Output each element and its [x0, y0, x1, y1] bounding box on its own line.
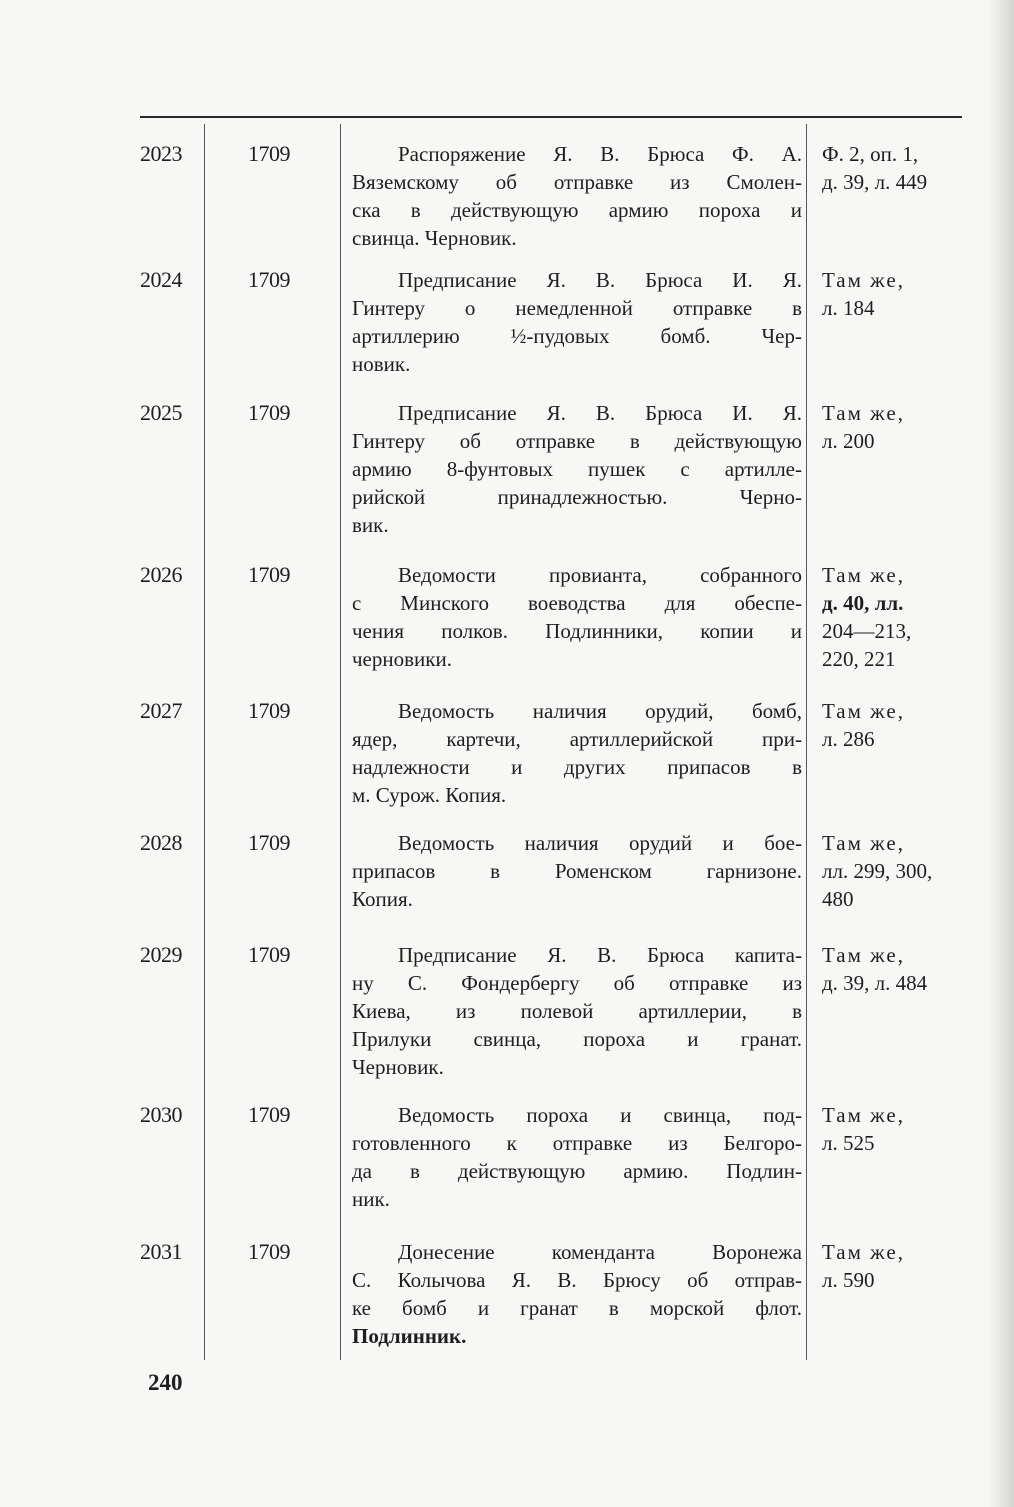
description-line: Ведомость наличия орудий, бомб, — [398, 699, 802, 723]
description-line: Предписание Я. В. Брюса капита- — [398, 943, 802, 967]
description-line: да в действующую армию. Подлин- — [352, 1159, 802, 1183]
reference-line: Там же, — [822, 1240, 905, 1264]
entry-year: 1709 — [248, 267, 290, 292]
archive-reference — [822, 561, 972, 673]
entry-description — [352, 1101, 802, 1213]
description-line: Предписание Я. В. Брюса И. Я. — [398, 401, 802, 425]
description-line: ядер, картечи, артиллерийской при- — [352, 727, 802, 751]
description-line: Гинтеру о немедленной отправке в — [352, 296, 802, 320]
entry-number: 2028 — [140, 830, 182, 855]
archive-reference — [822, 266, 972, 322]
entry-number: 2031 — [140, 1239, 182, 1264]
description-line: рийской принадлежностью. Черно- — [352, 485, 802, 509]
reference-line: л. 286 — [822, 727, 875, 751]
description-line: с Минского воеводства для обеспе- — [352, 591, 802, 615]
entry-year: 1709 — [248, 942, 290, 967]
page-edge-shadow — [988, 0, 1014, 1507]
description-line: Киева, из полевой артиллерии, в — [352, 999, 802, 1023]
description-line: Предписание Я. В. Брюса И. Я. — [398, 268, 802, 292]
description-line: припасов в Роменском гарнизоне. — [352, 859, 802, 883]
archive-reference — [822, 829, 972, 913]
reference-line: Там же, — [822, 1103, 905, 1127]
reference-line: д. 39, л. 484 — [822, 971, 928, 995]
reference-line: д. 40, лл. — [822, 591, 904, 615]
description-line: Прилуки свинца, пороха и гранат. — [352, 1027, 802, 1051]
reference-line: Там же, — [822, 699, 905, 723]
reference-line: Там же, — [822, 943, 905, 967]
entry-year: 1709 — [248, 830, 290, 855]
entry-description — [352, 561, 802, 673]
reference-line: д. 39, л. 449 — [822, 170, 928, 194]
entry-number: 2023 — [140, 141, 182, 166]
reference-line: Там же, — [822, 563, 905, 587]
description-line: новик. — [352, 352, 411, 376]
entry-description — [352, 829, 802, 913]
description-line: Ведомости провианта, собранного — [398, 563, 802, 587]
archive-reference — [822, 941, 972, 997]
description-line: С. Колычова Я. В. Брюсу об отправ- — [352, 1268, 802, 1292]
entry-description — [352, 266, 802, 378]
archive-reference — [822, 697, 972, 753]
archive-reference — [822, 1101, 972, 1157]
description-line: м. Сурож. Копия. — [352, 783, 507, 807]
table-top-rule — [140, 116, 962, 118]
description-line: Подлинник. — [352, 1324, 467, 1348]
description-line: свинца. Черновик. — [352, 226, 517, 250]
entry-number: 2025 — [140, 400, 182, 425]
description-line: ке бомб и гранат в морской флот. — [352, 1296, 802, 1320]
reference-line: лл. 299, 300, — [822, 859, 933, 883]
description-line: готовленного к отправке из Белгоро- — [352, 1131, 802, 1155]
description-line: черновики. — [352, 647, 452, 671]
description-line: чения полков. Подлинники, копии и — [352, 619, 802, 643]
page-number: 240 — [148, 1370, 183, 1395]
reference-line: 480 — [822, 887, 854, 911]
entry-description — [352, 941, 802, 1081]
description-line: Донесение коменданта Воронежа — [398, 1240, 802, 1264]
reference-line: л. 200 — [822, 429, 875, 453]
reference-line: л. 525 — [822, 1131, 875, 1155]
reference-line: Там же, — [822, 401, 905, 425]
description-line: ну С. Фондербергу об отправке из — [352, 971, 802, 995]
entry-number: 2026 — [140, 562, 182, 587]
entry-year: 1709 — [248, 698, 290, 723]
description-line: ска в действующую армию пороха и — [352, 198, 802, 222]
entry-year: 1709 — [248, 400, 290, 425]
description-line: Черновик. — [352, 1055, 444, 1079]
column-divider-year — [340, 124, 341, 1360]
description-line: Распоряжение Я. В. Брюса Ф. А. — [398, 142, 802, 166]
description-line: ник. — [352, 1187, 390, 1211]
reference-line: Там же, — [822, 268, 905, 292]
entry-number: 2029 — [140, 942, 182, 967]
column-divider-number — [204, 124, 205, 1360]
description-line: артиллерию ½-пудовых бомб. Чер- — [352, 324, 802, 348]
reference-line: 220, 221 — [822, 647, 896, 671]
column-divider-description — [806, 124, 807, 1360]
reference-line: 204—213, — [822, 619, 912, 643]
entry-description — [352, 140, 802, 252]
archive-reference — [822, 1238, 972, 1294]
description-line: Ведомость наличия орудий и бое- — [398, 831, 802, 855]
entry-description — [352, 697, 802, 809]
entry-number: 2027 — [140, 698, 182, 723]
entry-description — [352, 1238, 802, 1350]
description-line: вик. — [352, 513, 389, 537]
description-line: Копия. — [352, 887, 413, 911]
entry-number: 2024 — [140, 267, 182, 292]
entry-year: 1709 — [248, 141, 290, 166]
entry-year: 1709 — [248, 562, 290, 587]
description-line: Ведомость пороха и свинца, под- — [398, 1103, 802, 1127]
description-line: надлежности и других припасов в — [352, 755, 802, 779]
reference-line: л. 184 — [822, 296, 875, 320]
description-line: Гинтеру об отправке в действующую — [352, 429, 802, 453]
reference-line: Ф. 2, оп. 1, — [822, 142, 919, 166]
reference-line: л. 590 — [822, 1268, 875, 1292]
description-line: армию 8-фунтовых пушек с артилле- — [352, 457, 802, 481]
description-line: Вяземскому об отправке из Смолен- — [352, 170, 802, 194]
entry-description — [352, 399, 802, 539]
entry-year: 1709 — [248, 1239, 290, 1264]
entry-year: 1709 — [248, 1102, 290, 1127]
archive-reference — [822, 140, 972, 196]
reference-line: Там же, — [822, 831, 905, 855]
entry-number: 2030 — [140, 1102, 182, 1127]
archive-reference — [822, 399, 972, 455]
